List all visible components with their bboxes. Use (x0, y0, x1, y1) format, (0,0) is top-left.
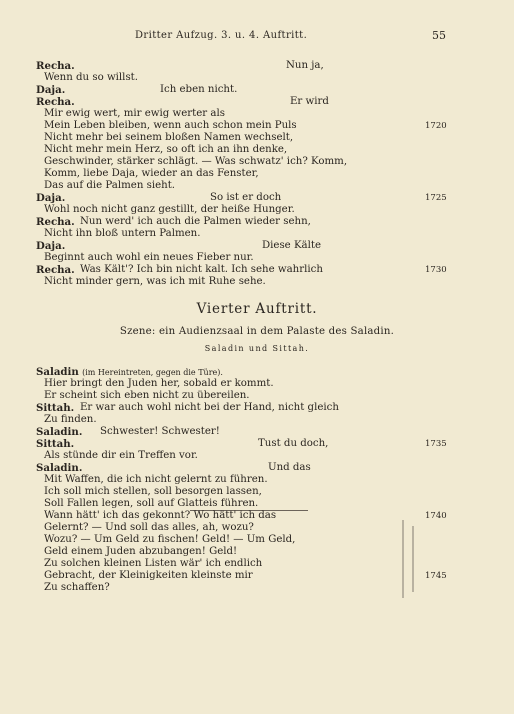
speaker-name: Recha. (36, 96, 75, 108)
verse-text: Was Kält'? Ich bin nicht kalt. Ich sehe wahrlich (80, 264, 323, 275)
verse-text: Er wird (290, 96, 329, 107)
verse-text: Mein Leben bleiben, wenn auch schon mein Puls (44, 120, 297, 131)
verse-text: Das auf die Palmen sieht. (44, 180, 176, 191)
verse-number: 1745 (425, 571, 447, 581)
verse-number: 1725 (425, 193, 447, 203)
page-number: 55 (432, 29, 446, 42)
margin-mark (402, 520, 404, 598)
verse-text: Als stünde dir ein Treffen vor. (44, 450, 198, 461)
verse-text: Und das (268, 462, 311, 473)
verse-text: Er war auch wohl nicht bei der Hand, nicht gleich (80, 402, 339, 413)
verse-text: Wozu? — Um Geld zu fischen! Geld! — Um Geld, (44, 534, 296, 545)
verse-number: 1735 (425, 439, 447, 449)
speaker-name: Sittah. (36, 402, 75, 414)
scene-persons: Saladin und Sittah. (204, 344, 310, 353)
scene-heading: Vierter Auftritt. (196, 301, 318, 317)
margin-mark (412, 526, 414, 592)
scene-setting: Szene: ein Audienzsaal in dem Palaste des Saladin. (119, 326, 395, 337)
verse-number: 1720 (425, 121, 447, 131)
verse-text: Nicht ihn bloß untern Palmen. (44, 228, 201, 239)
speaker-name: Daja. (36, 192, 66, 204)
verse-text: Mit Waffen, die ich nicht gelernt zu führen. (44, 474, 268, 485)
verse-text: Soll Fallen legen, soll auf Glatteis führen. (44, 498, 259, 509)
verse-text: Nun ja, (286, 60, 324, 71)
verse-text: Nicht mehr mein Herz, so oft ich an ihn denke, (44, 144, 288, 155)
stage-direction: (im Hereintreten, gegen die Türe). (82, 368, 223, 377)
running-title: Dritter Aufzug. 3. u. 4. Auftritt. (135, 30, 308, 41)
verse-text: Komm, liebe Daja, wieder an das Fenster, (44, 168, 259, 179)
verse-number: 1730 (425, 265, 447, 275)
speaker-name: Daja. (36, 84, 66, 96)
verse-text: Nicht mehr bei seinem bloßen Namen wechselt, (44, 132, 294, 143)
speaker-name: Sittah. (36, 438, 75, 450)
speaker-name: Saladin. (36, 426, 83, 438)
verse-text: Geschwinder, stärker schlägt. — Was schwatz' ich? Komm, (44, 156, 348, 167)
verse-text: Zu solchen kleinen Listen wär' ich endlich (44, 558, 263, 569)
verse-text: Ich soll mich stellen, soll besorgen lassen, (44, 486, 262, 497)
verse-text: Wohl noch nicht ganz gestillt, der heiße Hunger. (44, 204, 295, 215)
verse-text: Schwester! Schwester! (100, 426, 220, 437)
verse-text: Gelernt? — Und soll das alles, ah, wozu? (44, 522, 254, 533)
verse-text: Wann hätt' ich das gekonnt? Wo hätt' ich das (44, 510, 277, 521)
verse-text: Tust du doch, (258, 438, 329, 449)
verse-text: So ist er doch (210, 192, 282, 203)
verse-text: Zu schaffen? (44, 582, 110, 593)
verse-number: 1740 (425, 511, 447, 521)
verse-text: Beginnt auch wohl ein neues Fieber nur. (44, 252, 254, 263)
verse-text: Er scheint sich eben nicht zu übereilen. (44, 390, 250, 401)
speaker-name: Saladin (36, 366, 79, 378)
verse-text: Diese Kälte (262, 240, 322, 251)
verse-text: Wenn du so willst. (44, 72, 139, 83)
verse-text: Zu finden. (44, 414, 97, 425)
verse-text: Gebracht, der Kleinigkeiten kleinste mir (44, 570, 253, 581)
verse-text: Ich eben nicht. (160, 84, 238, 95)
speaker-name: Recha. (36, 60, 75, 72)
verse-text: Nun werd' ich auch die Palmen wieder sehn, (80, 216, 311, 227)
verse-text: Geld einem Juden abzubangen! Geld! (44, 546, 238, 557)
speaker-name: Daja. (36, 240, 66, 252)
speaker-name: Saladin. (36, 462, 83, 474)
verse-text: Mir ewig wert, mir ewig werter als (44, 108, 225, 119)
running-header (0, 30, 514, 46)
speaker-name: Recha. (36, 264, 75, 276)
verse-text: Nicht minder gern, was ich mit Ruhe sehe. (44, 276, 266, 287)
verse-text: Hier bringt den Juden her, sobald er kommt. (44, 378, 274, 389)
speaker-name: Recha. (36, 216, 75, 228)
